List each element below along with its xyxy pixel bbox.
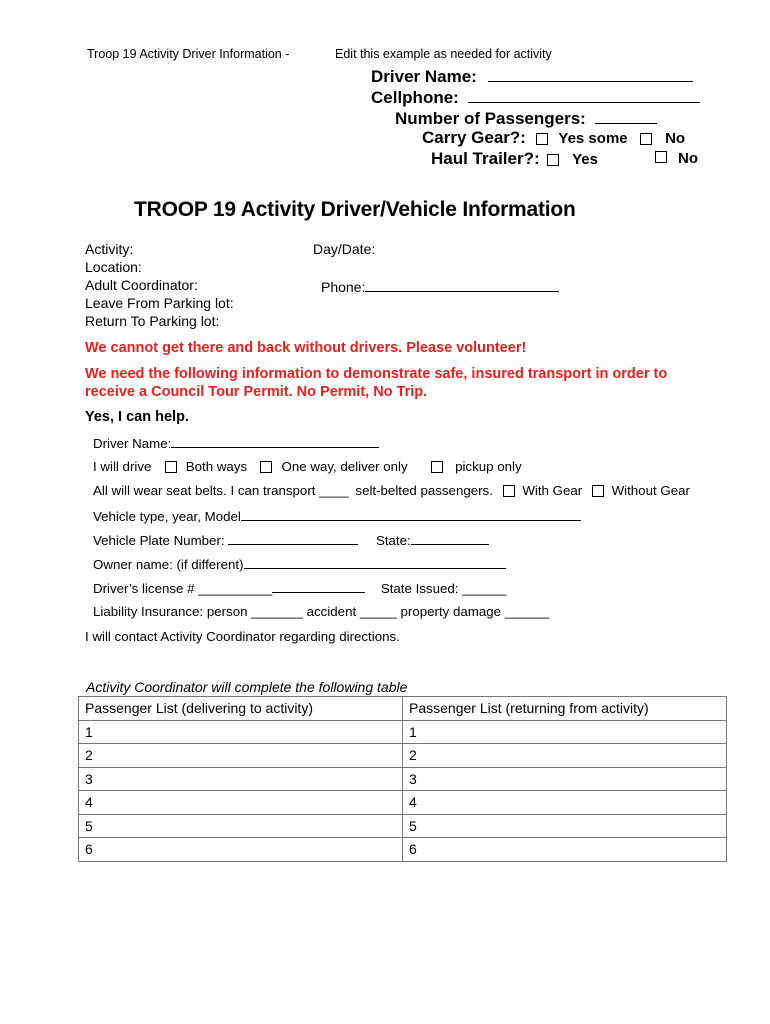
box-passengers-text: Number of Passengers: bbox=[395, 109, 586, 128]
box-cellphone-label bbox=[371, 86, 700, 108]
delivering-cell[interactable]: 4 bbox=[79, 791, 403, 815]
delivering-cell[interactable]: 2 bbox=[79, 744, 403, 768]
vehicle-type-row bbox=[93, 508, 581, 524]
vehicle-type-field[interactable] bbox=[241, 508, 581, 521]
contact-note: I will contact Activity Coordinator regarding directions. bbox=[85, 629, 400, 644]
one-way-label: One way, deliver only bbox=[281, 459, 408, 474]
one-way-checkbox[interactable] bbox=[260, 461, 272, 473]
pickup-only-checkbox[interactable] bbox=[431, 461, 443, 473]
haul-trailer-yes-checkbox[interactable] bbox=[547, 154, 559, 166]
state-field[interactable] bbox=[411, 532, 489, 545]
header-left-text: Troop 19 Activity Driver Information - bbox=[87, 47, 290, 61]
table-row bbox=[79, 767, 727, 791]
table-caption: Activity Coordinator will complete the following table bbox=[86, 679, 408, 695]
table-header-row bbox=[79, 697, 727, 721]
volunteer-notice: We cannot get there and back without drivers. Please volunteer! bbox=[85, 340, 527, 356]
box-haul-trailer-row bbox=[431, 149, 598, 169]
box-driver-name-field[interactable] bbox=[488, 65, 693, 82]
seatbelts-row bbox=[93, 483, 690, 498]
drive-option-row bbox=[93, 459, 522, 474]
owner-row bbox=[93, 556, 506, 572]
state-label: State: bbox=[375, 533, 411, 548]
phone-field[interactable] bbox=[365, 277, 559, 292]
both-ways-label: Both ways bbox=[185, 459, 248, 474]
permit-notice-line2: receive a Council Tour Permit. No Permit, No Trip. bbox=[85, 384, 428, 400]
leave-label: Leave From Parking lot: bbox=[85, 295, 234, 311]
table-row bbox=[79, 720, 727, 744]
box-passengers-field[interactable] bbox=[595, 107, 657, 124]
plate-label: Vehicle Plate Number: bbox=[93, 533, 229, 548]
form-driver-name-label: Driver Name: bbox=[93, 436, 172, 451]
seatbelts-label: All will wear seat belts. I can transport ____ bbox=[93, 483, 349, 498]
plate-row bbox=[93, 532, 489, 548]
col-header-delivering: Passenger List (delivering to activity) bbox=[79, 697, 403, 721]
activity-label: Activity: bbox=[85, 241, 134, 257]
without-gear-checkbox[interactable] bbox=[592, 485, 604, 497]
page-title: TROOP 19 Activity Driver/Vehicle Information bbox=[134, 198, 576, 221]
permit-notice-line1: We need the following information to demonstrate safe, insured transport in order to bbox=[85, 366, 668, 382]
delivering-cell[interactable]: 6 bbox=[79, 838, 403, 862]
carry-gear-yes-some-label: Yes some bbox=[558, 130, 628, 147]
box-carry-gear-text: Carry Gear?: bbox=[422, 128, 526, 147]
license-row bbox=[93, 580, 507, 596]
passenger-table bbox=[78, 696, 727, 862]
carry-gear-no-label: No bbox=[665, 130, 686, 147]
box-driver-name-text: Driver Name: bbox=[371, 67, 477, 86]
vehicle-type-label: Vehicle type, year, Model bbox=[93, 509, 241, 524]
with-gear-checkbox[interactable] bbox=[503, 485, 515, 497]
box-passengers-label bbox=[395, 107, 657, 129]
returning-cell[interactable]: 5 bbox=[403, 814, 727, 838]
haul-trailer-no-checkbox[interactable] bbox=[655, 151, 667, 163]
returning-cell[interactable]: 1 bbox=[403, 720, 727, 744]
returning-cell[interactable]: 2 bbox=[403, 744, 727, 768]
delivering-cell[interactable]: 5 bbox=[79, 814, 403, 838]
insurance-row: Liability Insurance: person _______ accident _____ property damage ______ bbox=[93, 604, 550, 619]
haul-trailer-no-label: No bbox=[678, 150, 698, 167]
phone-label: Phone: bbox=[321, 279, 366, 295]
state-issued-label: State Issued: ______ bbox=[380, 581, 507, 596]
col-header-returning: Passenger List (returning from activity) bbox=[403, 697, 727, 721]
plate-field[interactable] bbox=[228, 532, 358, 545]
pickup-only-label: pickup only bbox=[455, 459, 522, 474]
table-row bbox=[79, 838, 727, 862]
table-row bbox=[79, 814, 727, 838]
box-cellphone-field[interactable] bbox=[468, 86, 700, 103]
header-right-text: Edit this example as needed for activity bbox=[335, 47, 552, 61]
box-haul-trailer-text: Haul Trailer?: bbox=[431, 149, 540, 168]
form-driver-name-row bbox=[93, 435, 379, 451]
day-date-label: Day/Date: bbox=[313, 241, 376, 257]
carry-gear-yes-checkbox[interactable] bbox=[536, 133, 548, 145]
both-ways-checkbox[interactable] bbox=[165, 461, 177, 473]
return-label: Return To Parking lot: bbox=[85, 313, 220, 329]
without-gear-label: Without Gear bbox=[611, 483, 690, 498]
owner-field[interactable] bbox=[244, 556, 506, 569]
form-driver-name-field[interactable] bbox=[171, 435, 379, 448]
box-carry-gear-row bbox=[422, 128, 685, 148]
table-row bbox=[79, 744, 727, 768]
returning-cell[interactable]: 3 bbox=[403, 767, 727, 791]
yes-help-heading: Yes, I can help. bbox=[85, 409, 189, 425]
haul-trailer-yes-label: Yes bbox=[572, 151, 598, 168]
delivering-cell[interactable]: 3 bbox=[79, 767, 403, 791]
coordinator-label: Adult Coordinator: bbox=[85, 277, 198, 293]
owner-label: Owner name: (if different) bbox=[93, 557, 244, 572]
returning-cell[interactable]: 6 bbox=[403, 838, 727, 862]
i-will-drive-label: I will drive bbox=[93, 459, 152, 474]
license-label: Driver’s license # __________ bbox=[93, 581, 273, 596]
delivering-cell[interactable]: 1 bbox=[79, 720, 403, 744]
with-gear-label: With Gear bbox=[522, 483, 583, 498]
license-field[interactable] bbox=[272, 580, 365, 593]
box-cellphone-text: Cellphone: bbox=[371, 88, 459, 107]
phone-row bbox=[321, 277, 559, 295]
returning-cell[interactable]: 4 bbox=[403, 791, 727, 815]
location-label: Location: bbox=[85, 259, 142, 275]
table-row bbox=[79, 791, 727, 815]
carry-gear-no-checkbox[interactable] bbox=[640, 133, 652, 145]
box-driver-name-label bbox=[371, 65, 693, 87]
seatbelts-label-end: selt-belted passengers. bbox=[355, 483, 493, 498]
